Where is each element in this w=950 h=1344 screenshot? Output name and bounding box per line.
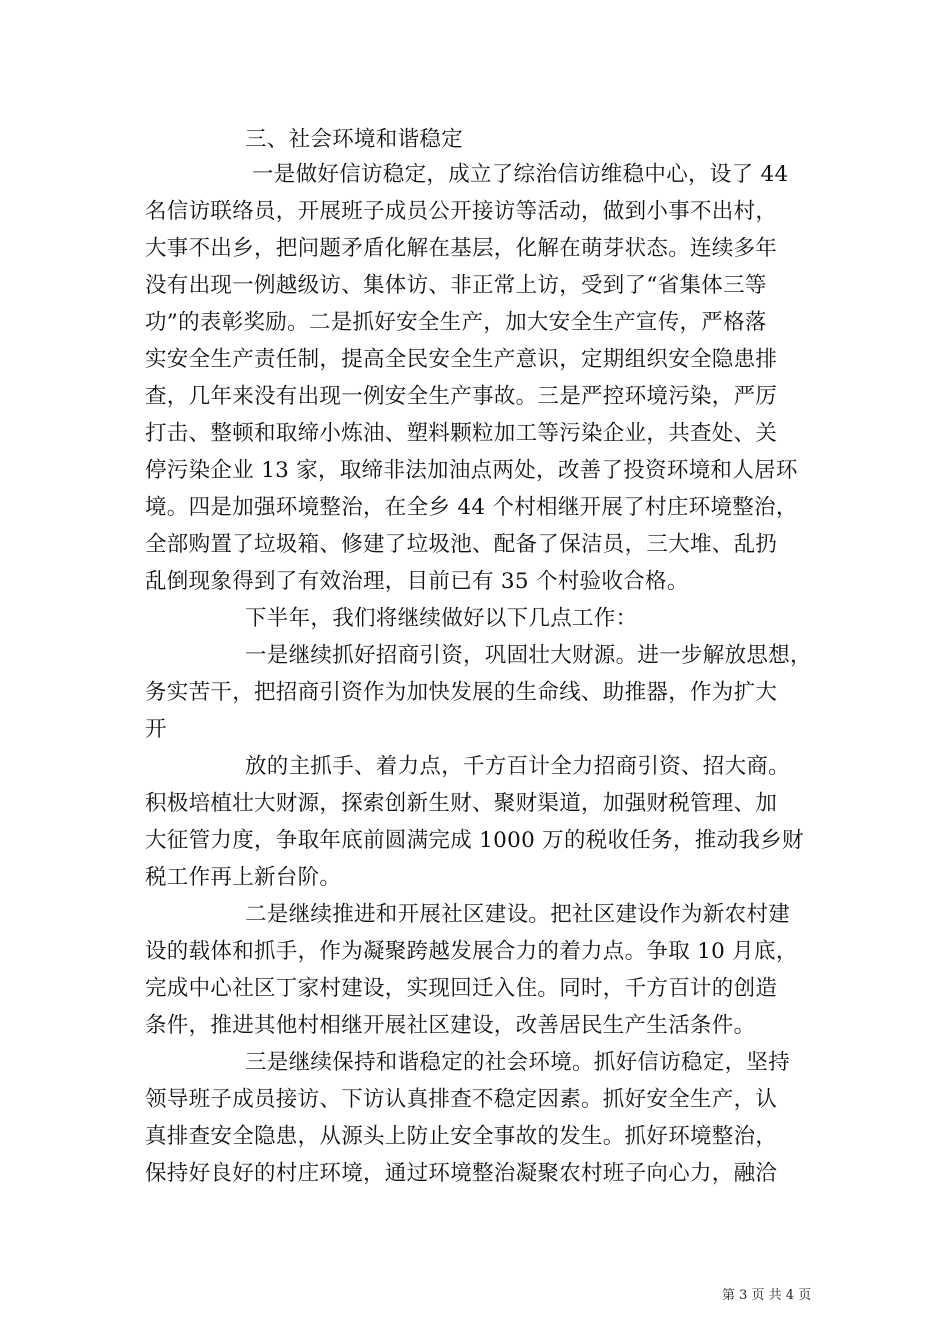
paragraph-line: 名信访联络员，开展班子成员公开接访等活动，做到小事不出村，	[145, 199, 778, 224]
paragraph-line: 保持好良好的村庄环境，通过环境整治凝聚农村班子向心力，融洽	[145, 1161, 778, 1186]
paragraph-line: 功”的表彰奖励。二是抓好安全生产，加大安全生产宣传，严格落	[145, 310, 767, 335]
paragraph-line: 设的载体和抓手，作为凝聚跨越发展合力的着力点。争取 10 月底，	[145, 939, 798, 964]
paragraph-line: 开	[145, 717, 167, 742]
paragraph-line: 下半年，我们将继续做好以下几点工作：	[245, 606, 638, 631]
paragraph-line: 全部购置了垃圾箱、修建了垃圾池、配备了保洁员，三大堆、乱扔	[145, 532, 778, 557]
paragraph-line: 真排查安全隐患，从源头上防止安全事故的发生。抓好环境整治，	[145, 1124, 778, 1149]
paragraph-line: 条件，推进其他村相继开展社区建设，改善居民生产生活条件。	[145, 1013, 756, 1038]
paragraph-line: 一是继续抓好招商引资，巩固壮大财源。进一步解放思想，	[245, 643, 812, 668]
paragraph-line: 停污染企业 13 家，取缔非法加油点两处，改善了投资环境和人居环	[145, 458, 798, 483]
paragraph-line: 查，几年来没有出现一例安全生产事故。三是严控环境污染，严厉	[145, 384, 778, 409]
paragraph-line: 乱倒现象得到了有效治理，目前已有 35 个村验收合格。	[145, 569, 689, 594]
paragraph-line: 大征管力度，争取年底前圆满完成 1000 万的税收任务，推动我乡财	[145, 828, 804, 853]
paragraph-line: 完成中心社区丁家村建设，实现回迁入住。同时，千方百计的创造	[145, 976, 778, 1001]
paragraph-line: 二是继续推进和开展社区建设。把社区建设作为新农村建	[245, 902, 791, 927]
paragraph-line: 税工作再上新台阶。	[145, 865, 342, 890]
paragraph-line: 打击、整顿和取缔小炼油、塑料颗粒加工等污染企业，共查处、关	[145, 421, 778, 446]
paragraph-line: 实安全生产责任制，提高全民安全生产意识，定期组织安全隐患排	[145, 347, 778, 372]
paragraph-line: 三是继续保持和谐稳定的社会环境。抓好信访稳定，坚持	[245, 1050, 791, 1075]
paragraph-line: 积极培植壮大财源，探索创新生财、聚财渠道，加强财税管理、加	[145, 791, 778, 816]
page-number-footer: 第 3 页 共 4 页	[722, 1288, 812, 1303]
paragraph-line: 放的主抓手、着力点，千方百计全力招商引资、招大商。	[245, 754, 791, 779]
paragraph-line: 务实苦干，把招商引资作为加快发展的生命线、助推器，作为扩大	[145, 680, 778, 705]
paragraph-line: 大事不出乡，把问题矛盾化解在基层，化解在萌芽状态。连续多年	[145, 236, 778, 261]
section-heading: 三、社会环境和谐稳定	[245, 127, 464, 152]
paragraph-line: 境。四是加强环境整治，在全乡 44 个村相继开展了村庄环境整治，	[145, 495, 798, 520]
paragraph-line: 一是做好信访稳定，成立了综治信访维稳中心，设了 44	[252, 162, 789, 187]
paragraph-line: 没有出现一例越级访、集体访、非正常上访，受到了“省集体三等	[145, 273, 767, 298]
paragraph-line: 领导班子成员接访、下访认真排查不稳定因素。抓好安全生产，认	[145, 1087, 778, 1112]
